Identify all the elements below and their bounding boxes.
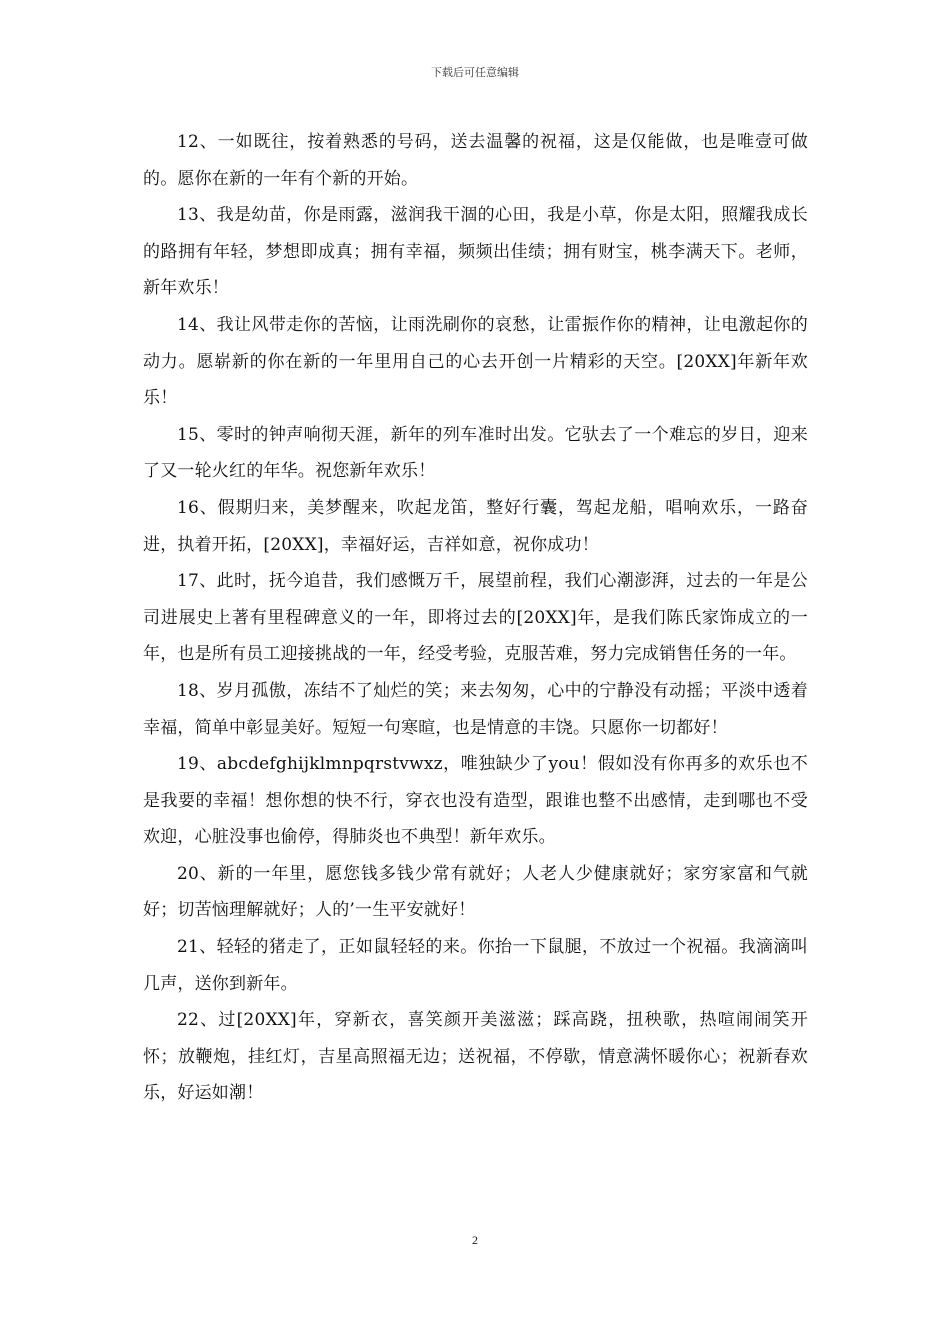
paragraph-21: 21、轻轻的猪走了，正如鼠轻轻的来。你抬一下鼠腿，不放过一个祝福。我滴滴叫几声，送你到新年。 (143, 937, 808, 994)
paragraph-14: 14、我让风带走你的苦恼，让雨洗刷你的哀愁，让雷振作你的精神，让电激起你的动力。愿崭新的你在新的一年里用自己的心去开创一片精彩的天空。[20XX]年新年欢乐！ (143, 314, 808, 409)
paragraph-19: 19、abcdefghijklmnpqrstvwxz，唯独缺少了you！假如没有你再多的欢乐也不是我要的幸福！想你想的快不行，穿衣也没有造型，跟谁也整不出感情，走到哪也不受欢迎，心脏没事也偷停，得肺炎也不典型！新年欢乐。 (143, 754, 808, 848)
paragraph-16: 16、假期归来，美梦醒来，吹起龙笛，整好行囊，驾起龙船，唱响欢乐，一路奋进，执着开拓，[20XX]，幸福好运，吉祥如意，祝你成功！ (143, 497, 808, 555)
paragraph-15: 15、零时的钟声响彻天涯，新年的列车准时出发。它驮去了一个难忘的岁日，迎来了又一轮火红的年华。祝您新年欢乐！ (143, 424, 808, 482)
paragraph-22: 22、过[20XX]年，穿新衣，喜笑颜开美滋滋；踩高跷，扭秧歌，热喧闹闹笑开怀；放鞭炮，挂红灯，吉星高照福无边；送祝福，不停歇，情意满怀暖你心；祝新春欢乐，好运如潮！ (143, 1010, 808, 1104)
document-body (143, 124, 808, 1112)
page-number: 2 (472, 1233, 478, 1247)
paragraph-20: 20、新的一年里，愿您钱多钱少常有就好；人老人少健康就好；家穷家富和气就好；切苦恼理解就好；人的’一生平安就好！ (143, 863, 808, 921)
paragraph-13: 13、我是幼苗，你是雨露，滋润我干涸的心田，我是小草，你是太阳，照耀我成长的路拥有年轻，梦想即成真；拥有幸福，频频出佳绩；拥有财宝，桃李满天下。老师，新年欢乐！ (143, 205, 808, 299)
paragraph-17: 17、此时，抚今追昔，我们感慨万千，展望前程，我们心潮澎湃，过去的一年是公司进展史上著有里程碑意义的一年，即将过去的[20XX]年，是我们陈氏家饰成立的一年，也是所有员工迎接挑战的一年，经受考验，克服苦难，努力完成销售任务的一年。 (143, 571, 808, 665)
page-header: 下载后可任意编辑 (431, 66, 519, 79)
paragraph-18: 18、岁月孤傲，冻结不了灿烂的笑；来去匆匆，心中的宁静没有动摇；平淡中透着幸福，简单中彰显美好。短短一句寒暄，也是情意的丰饶。只愿你一切都好！ (143, 680, 808, 738)
paragraph-12: 12、一如既往，按着熟悉的号码，送去温馨的祝福，这是仅能做，也是唯壹可做的。愿你在新的一年有个新的开始。 (143, 132, 808, 189)
